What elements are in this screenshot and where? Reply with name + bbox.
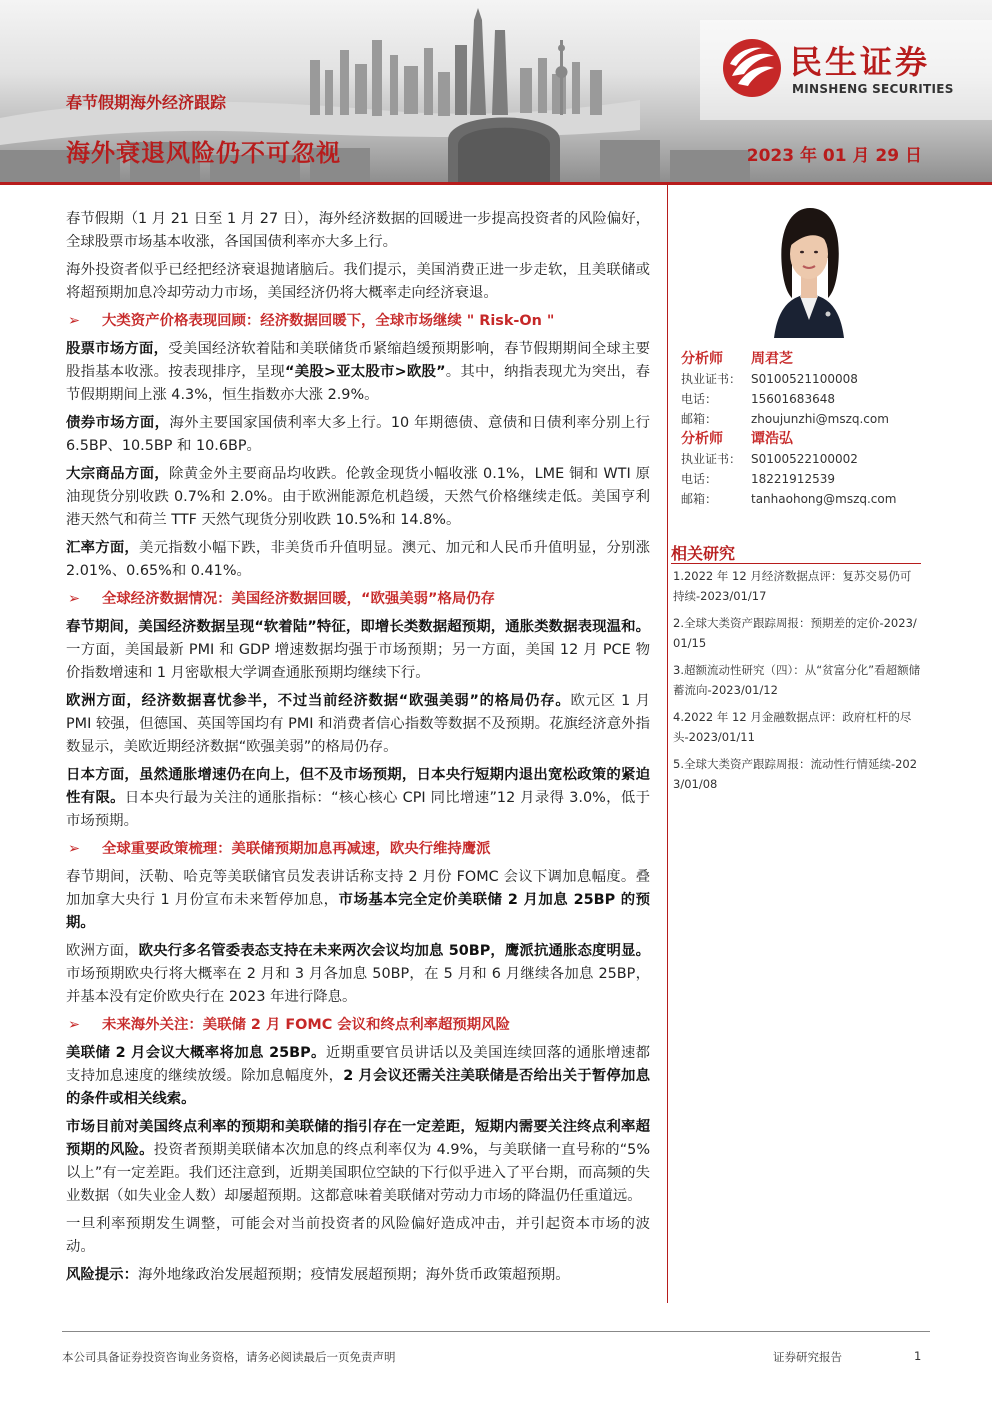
section-heading-text: 大类资产价格表现回顾：经济数据回暖下，全球市场继续 " Risk-On " — [102, 313, 555, 329]
main-content — [66, 208, 650, 1292]
paragraph-text: 除黄金外主要商品均收跌。伦敦金现货小幅收涨 0.1%，LME 铜和 WTI 原油现货分别收跌 0.7%和 2.0%。由于欧洲能源危机趋缓，天然气价格继续走低。美国亨利港天然气和荷兰 TTF 天然气现货分别收跌 10.5%和 14.8%。 — [66, 466, 650, 528]
bold-lead: 股票市场方面， — [66, 341, 169, 357]
footer-doc-type: 证券研究报告 — [773, 1350, 842, 1364]
risk-label: 风险提示： — [66, 1267, 138, 1283]
paragraph-text: 日本央行最为关注的通胀指标：“核心核心 CPI 同比增速”12 月录得 3.0%，低于市场预期。 — [66, 790, 650, 829]
footer-disclaimer: 本公司具备证券投资咨询业务资格，请务必阅读最后一页免责声明 — [62, 1350, 396, 1364]
analyst-role: 分析师 — [681, 431, 723, 447]
body-paragraph — [66, 463, 650, 532]
section-heading-text: 全球经济数据情况：美国经济数据回暖，“欧强美弱”格局仍存 — [102, 591, 496, 607]
cert-number: S0100522100002 — [751, 452, 858, 466]
header-divider — [0, 182, 992, 185]
body-paragraph — [66, 1042, 650, 1111]
body-paragraph — [66, 537, 650, 583]
paragraph-text: 投资者预期美联储本次加息的终点利率仅为 4.9%，与美联储一直号称的“5%以上”有一定差距。我们还注意到，近期美国职位空缺的下行似乎进入了平台期，而高频的失业数据（如失业金人数）却屡超预期。这都意味着美联储对劳动力市场的降温仍任重道远。 — [66, 1142, 650, 1204]
paragraph-text: 欧元区 1 月 PMI 较强，但德国、英国等国均有 PMI 和消费者信心指数等数据不及预期。花旗经济意外指数显示，美欧近期经济数据“欧强美弱”的格局仍存。 — [66, 693, 651, 755]
bold-lead: 春节期间，美国经济数据呈现“软着陆”特征，即增长类数据超预期，通胀类数据表现温和。 — [66, 619, 650, 635]
email-label: 邮箱： — [681, 412, 718, 426]
summary-paragraph: 海外投资者似乎已经把经济衰退抛诸脑后。我们提示，美国消费正进一步走软，且美联储或将超预期加息冷却劳动力市场，美国经济仍将大概率走向经济衰退。 — [66, 262, 650, 301]
body-paragraph — [66, 1116, 650, 1208]
bold-text: 2 月会议还需关注美联储是否给出关于暂停加息的条件或相关线索。 — [66, 1068, 650, 1107]
related-research-item[interactable]: 2.全球大类资产跟踪周报：预期差的定价-2023/01/15 — [673, 616, 917, 650]
phone-number: 18221912539 — [751, 472, 835, 486]
phone-label: 电话： — [681, 392, 718, 406]
email-link[interactable]: zhoujunzhi@mszq.com — [751, 412, 889, 426]
paragraph-text: 受美国经济软着陆和美联储货币紧缩趋缓预期影响，春节假期期间全球主要股指基本收涨。按表现排序，呈现 — [66, 341, 650, 380]
report-title: 海外衰退风险仍不可忽视 — [66, 139, 341, 167]
analyst-header — [681, 429, 921, 449]
bold-lead: 市场目前对美国终点利率的预期和美联储的指引存在一定差距，短期内需要关注终点利率超预期的风险。 — [66, 1119, 650, 1158]
analyst-cert-row — [681, 449, 921, 469]
body-paragraph: 一旦利率预期发生调整，可能会对当前投资者的风险偏好造成冲击，并引起资本市场的波动。 — [66, 1216, 650, 1255]
body-paragraph — [66, 338, 650, 407]
footer-divider — [62, 1331, 930, 1332]
bold-lead: 大宗商品方面， — [66, 466, 170, 482]
paragraph-text: 海外主要国家国债利率大多上行。10 年期德债、意债和日债利率分别上行 6.5BP、10.5BP 和 10.6BP。 — [66, 415, 650, 454]
brand-name-cn: 民生证券 — [790, 43, 931, 81]
analyst-email-row — [681, 409, 921, 429]
related-research-item[interactable]: 3.超额流动性研究（四）：从“贫富分化”看超额储蓄流向-2023/01/12 — [673, 663, 921, 697]
paragraph-text: 市场预期欧央行将大概率在 2 月和 3 月各加息 50BP，在 5 月和 6 月继续各加息 25BP，并基本没有定价欧央行在 2023 年进行降息。 — [66, 966, 650, 1005]
section-heading — [66, 588, 650, 611]
section-heading — [66, 1014, 650, 1037]
body-paragraph — [66, 616, 650, 685]
cert-label: 执业证书： — [681, 372, 742, 386]
column-divider — [667, 185, 668, 1303]
phone-number: 15601683648 — [751, 392, 835, 406]
risk-text: 海外地缘政治发展超预期；疫情发展超预期；海外货币政策超预期。 — [137, 1267, 570, 1283]
section-heading-text: 全球重要政策梳理：美联储预期加息再减速，欧央行维持鹰派 — [102, 841, 491, 857]
analyst-card — [681, 349, 921, 429]
section-arrow-icon: ➢ — [68, 591, 81, 607]
body-paragraph — [66, 764, 650, 833]
related-research-title: 相关研究 — [671, 544, 736, 563]
bold-lead: 美联储 2 月会议大概率将加息 25BP。 — [66, 1045, 326, 1061]
cert-number: S0100521100008 — [751, 372, 858, 386]
bold-text: 欧央行多名管委表态支持在未来两次会议均加息 50BP，鹰派抗通胀态度明显。 — [138, 943, 650, 959]
bold-text: 市场基本完全定价美联储 2 月加息 25BP 的预期。 — [66, 892, 650, 931]
report-series: 春节假期海外经济跟踪 — [66, 93, 227, 112]
related-research-list — [673, 567, 921, 802]
paragraph-text: 春节期间，沃勒、哈克等美联储官员发表讲话称支持 2 月份 FOMC 会议下调加息幅度。叠加加拿大央行 1 月份宣布未来暂停加息， — [66, 869, 650, 908]
bold-text: “美股>亚太股市>欧股” — [285, 364, 446, 380]
header-banner — [0, 0, 992, 182]
analyst-header — [681, 349, 921, 369]
cert-label: 执业证书： — [681, 452, 742, 466]
paragraph-text: 欧洲方面， — [66, 943, 139, 959]
summary-paragraph: 春节假期（1 月 21 日至 1 月 27 日），海外经济数据的回暖进一步提高投资者的风险偏好，全球股票市场基本收涨，各国国债利率亦大多上行。 — [66, 211, 650, 250]
related-research-item[interactable]: 4.2022 年 12 月金融数据点评：政府杠杆的尽头-2023/01/11 — [673, 710, 912, 744]
section-heading — [66, 310, 650, 333]
section-arrow-icon: ➢ — [68, 841, 81, 857]
related-research-divider — [671, 563, 921, 564]
email-label: 邮箱： — [681, 492, 718, 506]
section-heading-text: 未来海外关注：美联储 2 月 FOMC 会议和终点利率超预期风险 — [102, 1017, 510, 1033]
page-number: 1 — [914, 1349, 922, 1363]
body-paragraph — [66, 866, 650, 935]
bold-lead: 债券市场方面， — [66, 415, 170, 431]
risk-warning — [66, 1264, 650, 1287]
analyst-name: 周君芝 — [751, 351, 793, 367]
section-heading — [66, 838, 650, 861]
paragraph-text: 。其中，纳指表现尤为突出，春节假期期间上涨 4.3%，恒生指数亦大涨 2.9%。 — [66, 364, 650, 403]
bold-lead: 欧洲方面，经济数据喜忧参半，不过当前经济数据“欧强美弱”的格局仍存。 — [66, 693, 571, 709]
email-link[interactable]: tanhaohong@mszq.com — [751, 492, 897, 506]
analyst-phone-row — [681, 389, 921, 409]
brand-name-en: MINSHENG SECURITIES — [792, 82, 954, 96]
analyst-cert-row — [681, 369, 921, 389]
paragraph-text: 一方面，美国最新 PMI 和 GDP 增速数据均强于市场预期；另一方面，美国 12 月 PCE 物价指数增速和 1 月密歇根大学调查通胀预期均继续下行。 — [66, 642, 650, 681]
related-research-item[interactable]: 1.2022 年 12 月经济数据点评：复苏交易仍可持续-2023/01/17 — [673, 569, 912, 603]
paragraph-text: 近期重要官员讲话以及美国连续回落的通胀增速都支持加息速度的继续放缓。除加息幅度外， — [66, 1045, 650, 1084]
bold-lead: 日本方面，虽然通胀增速仍在向上，但不及市场预期，日本央行短期内退出宽松政策的紧迫性有限。 — [66, 767, 650, 806]
analyst-role: 分析师 — [681, 351, 723, 367]
section-arrow-icon: ➢ — [68, 1017, 81, 1033]
analyst-card — [681, 429, 921, 509]
related-research-item[interactable]: 5.全球大类资产跟踪周报：流动性行情延续-2023/01/08 — [673, 757, 918, 791]
body-paragraph — [66, 690, 650, 759]
body-paragraph — [66, 412, 650, 458]
report-date: 2023 年 01 月 29 日 — [746, 146, 922, 166]
analyst-email-row — [681, 489, 921, 509]
analyst-phone-row — [681, 469, 921, 489]
minsheng-logo-icon — [722, 38, 782, 98]
phone-label: 电话： — [681, 472, 718, 486]
analyst-name: 谭浩弘 — [751, 431, 793, 447]
bold-lead: 汇率方面， — [66, 540, 140, 556]
analyst-photo — [752, 198, 866, 338]
paragraph-text: 美元指数小幅下跌，非美货币升值明显。澳元、加元和人民币升值明显，分别涨 2.01%、0.65%和 0.41%。 — [66, 540, 650, 579]
body-paragraph — [66, 940, 650, 1009]
section-arrow-icon: ➢ — [68, 313, 81, 329]
